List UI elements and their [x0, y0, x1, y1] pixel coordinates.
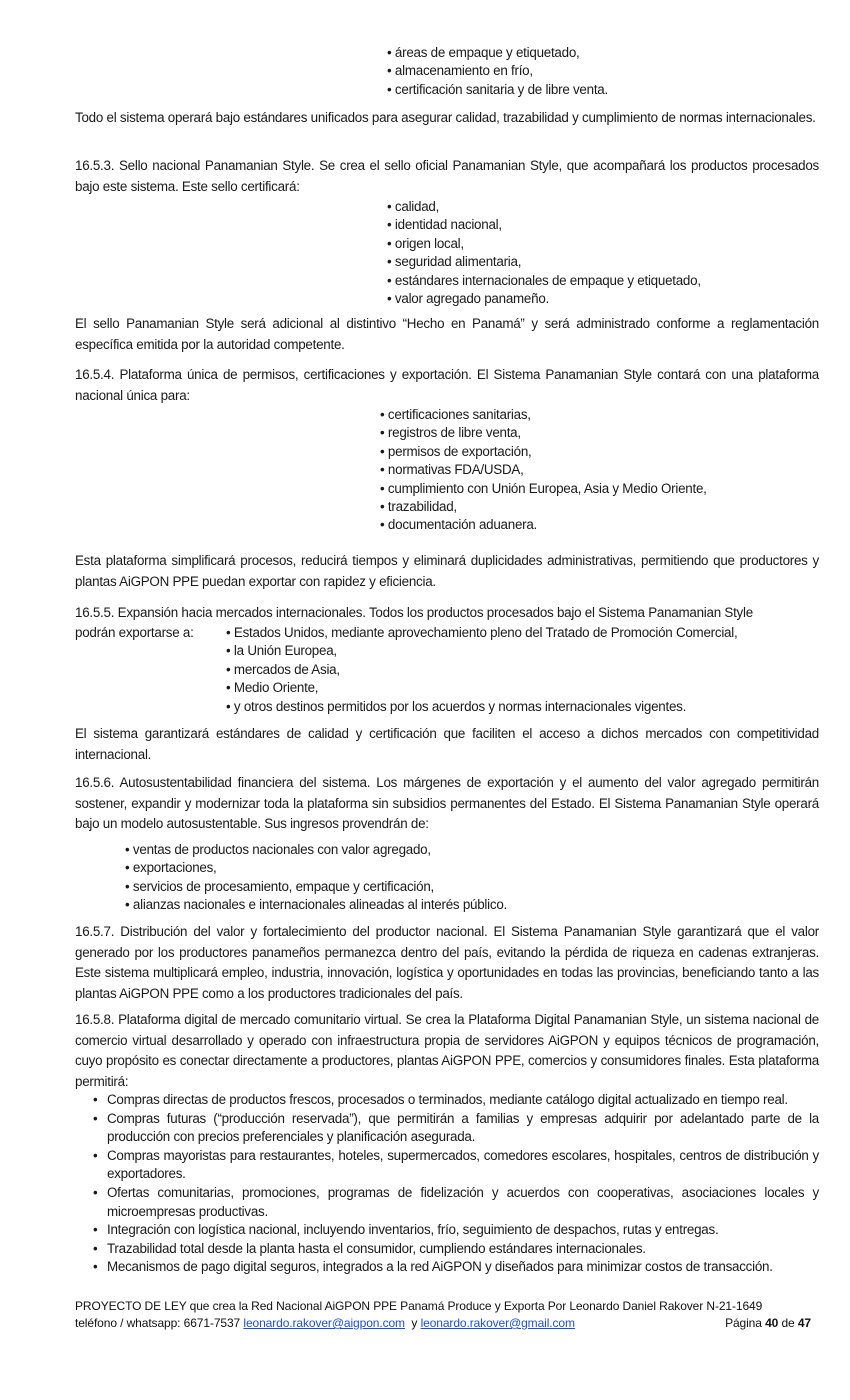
list-item: • mercados de Asia,	[226, 661, 737, 679]
list-item: • seguridad alimentaria,	[387, 253, 701, 271]
footer-title: PROYECTO DE LEY que crea la Red Nacional AiGPON PPE Panamá Produce y Exporta Por Leonardo Daniel Rakover N-21-1649	[75, 1299, 763, 1313]
list-item: • la Unión Europea,	[226, 642, 737, 660]
section-16-5-5-text: 16.5.5. Expansión hacia mercados internacionales. Todos los productos procesados bajo el Sistema Panamanian Style	[75, 605, 753, 620]
section-16-5-6-text: 16.5.6. Autosustentabilidad financiera del sistema. Los márgenes de exportación y el aumento del valor agregado permitirán sostener, expandir y modernizar toda la plataforma sin subsidios permanentes del Estado. El Sistema Panamanian Style operará bajo un modelo autosustentable. Sus ingresos provendrán de:	[75, 775, 819, 832]
page-current: 40	[765, 1316, 779, 1330]
list-item: • Integración con logística nacional, incluyendo inventarios, frío, seguimiento de despachos, rutas y entregas.	[93, 1222, 719, 1238]
section-16-5-8-text: 16.5.8. Plataforma digital de mercado comunitario virtual. Se crea la Plataforma Digital Panamanian Style, un sistema nacional de comercio virtual desarrollado y operado con infraestructura propia de servidores AiGPON y equipos técnicos de programación, cuyo propósito es conectar directamente a productores, plantas AiGPON PPE, comercios y consumidores finales. Esta plataforma permitirá:	[75, 1012, 819, 1089]
list-item: • Compras mayoristas para restaurantes, hoteles, supermercados, comedores escolares, hospitales, centros de distribución y exportadores.	[93, 1147, 819, 1182]
list-item: • exportaciones,	[125, 859, 507, 877]
list-item: • cumplimiento con Unión Europea, Asia y Medio Oriente,	[380, 480, 707, 498]
list-item: • trazabilidad,	[380, 498, 707, 516]
list-item: • valor agregado panameño.	[387, 290, 701, 308]
section-16-5-8-list	[93, 1091, 819, 1277]
list-item: • almacenamiento en frío,	[387, 62, 608, 80]
section-16-5-3-after: El sello Panamanian Style será adicional al distintivo “Hecho en Panamá” y será administrado conforme a reglamentación específica emitida por la autoridad competente.	[75, 316, 819, 352]
list-item: • registros de libre venta,	[380, 424, 707, 442]
list-item: • Medio Oriente,	[226, 679, 737, 697]
list-item: • alianzas nacionales e internacionales alineadas al interés público.	[125, 896, 507, 914]
list-item: • documentación aduanera.	[380, 516, 707, 534]
section-16-5-4-list	[380, 406, 707, 535]
page-footer	[75, 1298, 819, 1332]
page-number: Página 40 de 47	[725, 1316, 811, 1330]
email-link-aigpon[interactable]: leonardo.rakover@aigpon.com	[243, 1316, 405, 1330]
footer-contact-line	[75, 1315, 819, 1332]
footer-conjunction: y	[411, 1316, 418, 1330]
list-item: • áreas de empaque y etiquetado,	[387, 44, 608, 62]
list-item: • identidad nacional,	[387, 216, 701, 234]
list-item: • ventas de productos nacionales con valor agregado,	[125, 841, 507, 859]
list-item: • origen local,	[387, 235, 701, 253]
list-item: • estándares internacionales de empaque y etiquetado,	[387, 272, 701, 290]
list-item: • Compras directas de productos frescos, procesados o terminados, mediante catálogo digital actualizado en tiempo real.	[93, 1092, 788, 1107]
list-item: • calidad,	[387, 198, 701, 216]
list-item: • certificaciones sanitarias,	[380, 406, 707, 424]
section-16-5-7-text: 16.5.7. Distribución del valor y fortalecimiento del productor nacional. El Sistema Panamanian Style garantizará que el valor generado por los productores panameños permanezca dentro del país, evitando la pérdida de riqueza en cadenas extranjeras. Este sistema multiplicará empleo, industria, innovación, logística y oportunidades en todas las provincias, beneficiando tanto a las plantas AiGPON PPE como a los productores tradicionales del país.	[75, 924, 819, 1001]
section-16-5-3-text: 16.5.3. Sello nacional Panamanian Style. Se crea el sello oficial Panamanian Style, que acompañará los productos procesados bajo este sistema. Este sello certificará:	[75, 158, 819, 194]
email-link-gmail[interactable]: leonardo.rakover@gmail.com	[420, 1316, 575, 1330]
list-item: • normativas FDA/USDA,	[380, 461, 707, 479]
paragraph-todo-el-sistema: Todo el sistema operará bajo estándares unificados para asegurar calidad, trazabilidad y cumplimiento de normas internacionales.	[75, 110, 816, 125]
section-16-5-4-after: Esta plataforma simplificará procesos, reducirá tiempos y eliminará duplicidades administrativas, permitiendo que productores y plantas AiGPON PPE puedan exportar con rapidez y eficiencia.	[75, 553, 819, 589]
list-item: • Mecanismos de pago digital seguros, integrados a la red AiGPON y diseñados para minimizar costos de transacción.	[93, 1259, 773, 1275]
section-16-5-5-list	[226, 624, 737, 716]
section-16-5-6-list	[125, 841, 507, 915]
section-16-5-3-list	[387, 198, 701, 308]
list-item: • Estados Unidos, mediante aprovechamiento pleno del Tratado de Promoción Comercial,	[226, 624, 737, 642]
list-item: • Ofertas comunitarias, promociones, programas de fidelización y acuerdos con cooperativas, asociaciones locales y microempresas productivas.	[93, 1184, 819, 1219]
list-item: • certificación sanitaria y de libre venta.	[387, 81, 608, 99]
list-item: • Compras futuras (“producción reservada”), que permitirán a familias y empresas adquirir por adelantado parte de la producción con precios preferenciales y planificación asegurada.	[93, 1110, 819, 1145]
list-item: • Trazabilidad total desde la planta hasta el consumidor, cumpliendo estándares internacionales.	[93, 1240, 646, 1256]
top-bullet-list	[387, 44, 608, 99]
list-item: • y otros destinos permitidos por los acuerdos y normas internacionales vigentes.	[226, 698, 737, 716]
list-item: • permisos de exportación,	[380, 443, 707, 461]
section-16-5-5-lead: podrán exportarse a:	[75, 625, 194, 640]
section-16-5-5-after: El sistema garantizará estándares de calidad y certificación que faciliten el acceso a dichos mercados con competitividad internacional.	[75, 726, 819, 762]
page-total: 47	[797, 1316, 811, 1330]
footer-phone: teléfono / whatsapp: 6671-7537	[75, 1316, 241, 1330]
section-16-5-4-text: 16.5.4. Plataforma única de permisos, certificaciones y exportación. El Sistema Panamanian Style contará con una plataforma nacional única para:	[75, 367, 819, 403]
list-item: • servicios de procesamiento, empaque y certificación,	[125, 878, 507, 896]
